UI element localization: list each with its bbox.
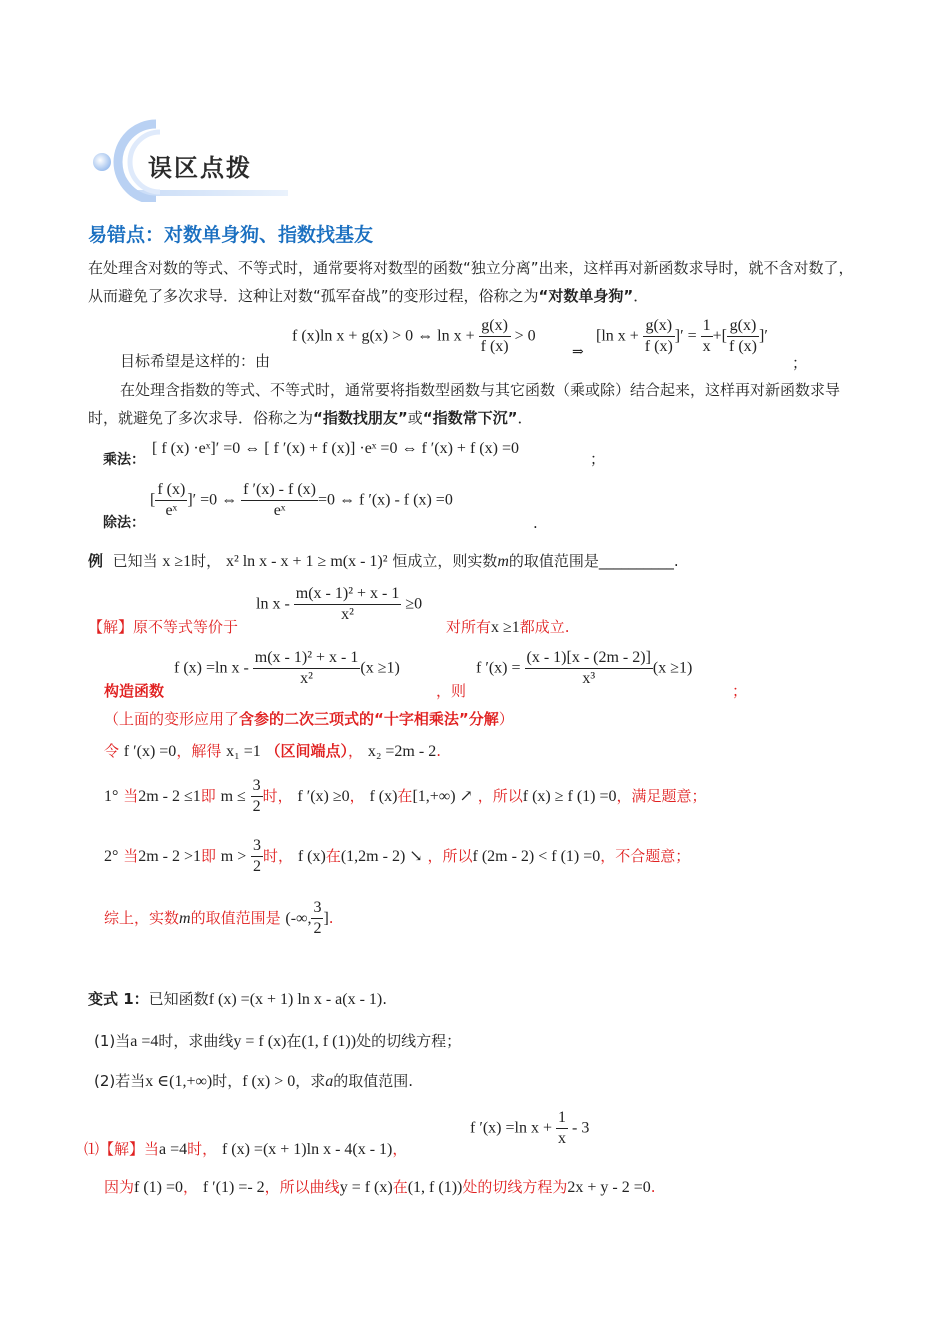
concl-frac-den: 2 (313, 920, 322, 937)
ans1-line (84, 1138, 407, 1161)
sol-label: 【解】原不等式等价于 (88, 618, 239, 636)
sol-frac-num: m(x - 1)² + x - 1 (294, 584, 402, 605)
ans2-t1: 因为 (104, 1178, 135, 1196)
case1-m: m ≤ (220, 788, 246, 805)
ans1-frac-num: 1 (556, 1108, 568, 1129)
sol-frac-den: x² (341, 606, 354, 623)
case1-c2: f ′(x) ≥0 (297, 788, 350, 805)
paragraph-log-end: ． (633, 287, 649, 305)
ans2-c3: y = f (x) (339, 1179, 393, 1196)
target-frac1-num: g(x) (479, 316, 511, 337)
example-end: . (673, 552, 679, 570)
construct-cond2: (x ≥1) (652, 659, 693, 677)
concl-end: . (328, 909, 334, 927)
example-blank: __________ (598, 552, 674, 570)
paragraph-log-bold: “对数单身狗” (538, 287, 634, 305)
construct-cond: (x ≥1) (360, 659, 400, 677)
construct-then: ，则 (436, 682, 467, 700)
div-frac2 (241, 480, 318, 521)
ans1-deriv (470, 1108, 589, 1149)
concl-pre: (-∞, (285, 910, 312, 927)
case2-line (104, 836, 690, 877)
case2-c1: 2m - 2 >1 (138, 848, 201, 865)
construct-frac2-den: x³ (582, 670, 596, 687)
ans2-c4: (1, f (1)) (407, 1179, 463, 1196)
construct-frac1-den: x² (300, 670, 313, 687)
paragraph-exp-or: 或 (407, 409, 423, 427)
case1-c5: f (x) ≥ f (1) =0 (522, 788, 617, 805)
let-t4: ， (348, 742, 364, 760)
ans2-c2: f ′(1) =- 2 (202, 1179, 265, 1196)
div-bracket: [ (150, 491, 156, 509)
case2-t6: ，所以 (427, 847, 473, 865)
ans1-frac-den: x (557, 1130, 566, 1147)
var1-c1: f (x) =(x + 1) ln x - a(x - 1) (208, 991, 383, 1008)
target-f2b: ]′ = (674, 327, 697, 345)
var1-label: 变式 1： (88, 990, 149, 1008)
target-plus: +[ (712, 327, 727, 345)
ans2-end: . (650, 1178, 656, 1196)
q1-c3: (1, f (1)) (301, 1033, 357, 1050)
note-pre: （上面的变形应用了 (104, 710, 240, 728)
sol-lnx: ln x - (256, 595, 290, 613)
ans1-c2: f (x) =(x + 1)ln x - 4(x - 1) (221, 1141, 393, 1158)
case1-t2: 即 (200, 787, 216, 805)
sol-t2: 对所有 (446, 618, 492, 636)
target-formula2 (596, 316, 768, 357)
case1-t7: ，满足题意； (616, 787, 707, 805)
construct-frac1 (253, 648, 361, 689)
div-dot: . (533, 514, 538, 532)
case2-frac (251, 836, 263, 877)
paragraph-exp-text: 在处理含指数的等式、不等式时，通常要将指数型函数与其它函数（乘或除）结合起来，这样再对新函数求导时，就避免了多次求导．俗称之为 (88, 381, 841, 427)
div-frac1-num: f (x) (155, 480, 187, 501)
case1-line (104, 776, 707, 817)
let-t3: （区间端点） (265, 742, 349, 760)
case2-t3: 时， (263, 847, 294, 865)
target-frac4 (727, 316, 759, 357)
q1-c2: y = f (x) (233, 1033, 287, 1050)
case1-frac-num: 3 (251, 776, 263, 797)
case2-c5: f (2m - 2) < f (1) =0 (472, 848, 601, 865)
case1-frac (251, 776, 263, 817)
note-bold: 含参的二次三项式的“十字相乘法”分解 (239, 710, 499, 728)
let-t2: ，解得 (176, 742, 222, 760)
sol-ge0: ≥0 (405, 595, 423, 613)
case1-c3: f (x) (369, 788, 398, 805)
example-c2: x² ln x - x + 1 ≥ m(x - 1)² (225, 553, 388, 570)
ans1-c3: f ′(x) =ln x + (470, 1119, 552, 1137)
concl-post: ] (323, 910, 329, 927)
ans2-t2: ， (183, 1178, 199, 1196)
q1-c1: a =4 (130, 1033, 159, 1050)
target-frac3-den: x (702, 338, 711, 355)
target-frac3-num: 1 (701, 316, 713, 337)
q2-t2: 时， (212, 1072, 243, 1090)
let-t1: 令 (104, 742, 120, 760)
div-label: 除法： (103, 515, 145, 531)
ans2-t3: ，所以曲线 (264, 1178, 340, 1196)
q1-line (94, 1030, 461, 1053)
ans1-label: ⑴【解】当 (84, 1140, 160, 1158)
q2-line (94, 1070, 413, 1093)
q1-t3: 在 (286, 1032, 302, 1050)
case2-t2: 即 (201, 847, 217, 865)
let-c2: x₁ =1 (226, 743, 261, 760)
example-c1: x ≥1 (162, 553, 192, 570)
target-gt0: > 0 (514, 327, 536, 345)
case2-m: m > (220, 848, 247, 865)
ans1-c1: a =4 (159, 1141, 188, 1158)
ans1-t1: 时， (187, 1140, 218, 1158)
var1-line (88, 988, 387, 1011)
concl-t2: 的取值范围是 (190, 909, 281, 927)
div-end: =0 ⇔ f ′(x) - f (x) =0 (317, 491, 453, 509)
target-frac1 (479, 316, 511, 357)
construct-frac2-num: (x - 1)[x - (2m - 2)] (525, 648, 653, 669)
construct-fa: f (x) =ln x - (174, 659, 249, 677)
case2-c3: f (x) (297, 848, 326, 865)
case2-num: 2° (104, 848, 119, 865)
q1-num: (1) (94, 1032, 116, 1050)
target-frac1-den: f (x) (480, 338, 509, 355)
let-end: . (436, 742, 441, 760)
target-semi: ； (792, 354, 808, 372)
q2-c1: x ∈(1,+∞) (145, 1073, 213, 1090)
div-formula (150, 480, 453, 521)
ans1-t2: ， (392, 1140, 408, 1158)
paragraph-log-text: 在处理含对数的等式、不等式时，通常要将对数型的函数“独立分离”出来，这样再对新函数求导时，就不含对数了，从而避免了多次求导．这种让对数“孤军奋战”的变形过程，俗称之为 (88, 259, 854, 305)
note-post: ） (498, 710, 514, 728)
concl-line (104, 898, 334, 939)
let-c3: x₂ =2m - 2 (367, 743, 437, 760)
mult-label: 乘法： (103, 452, 145, 468)
case1-t1: 当 (123, 787, 139, 805)
section-heading: 易错点：对数单身狗、指数找基友 (88, 224, 374, 246)
q2-num: (2) (94, 1072, 116, 1090)
target-frac4-den: f (x) (729, 338, 757, 355)
target-f2c: ]′ (758, 327, 768, 345)
concl-t1: 综上，实数 (104, 909, 180, 927)
q2-a: a (325, 1073, 334, 1090)
sol-tail (446, 616, 570, 639)
ans2-t5: 处的切线方程为 (462, 1178, 568, 1196)
q2-c2: f (x) > 0 (242, 1073, 296, 1090)
var1-end: . (382, 990, 388, 1008)
construct-frac2 (525, 648, 653, 689)
q1-t2: 时，求曲线 (158, 1032, 234, 1050)
case1-c1: 2m - 2 ≤1 (138, 788, 201, 805)
case1-c4: [1,+∞) ↗ (412, 788, 473, 805)
sol-c: x ≥1 (491, 619, 520, 636)
case2-t5: 在 (325, 847, 341, 865)
target-frac3 (701, 316, 713, 357)
target-f2a: [ln x + (596, 327, 639, 345)
case1-t5: 在 (397, 787, 413, 805)
target-frac2-num: g(x) (643, 316, 675, 337)
paragraph-log (88, 254, 868, 310)
case1-t6: ，所以 (477, 787, 523, 805)
ans2-line (104, 1176, 656, 1199)
note-line (104, 708, 514, 730)
target-frac2-den: f (x) (644, 338, 673, 355)
q1-t1: 当 (115, 1032, 131, 1050)
example-label: 例 (88, 552, 104, 570)
case1-num: 1° (104, 788, 119, 805)
let-c1: f ′(x) =0 (123, 743, 177, 760)
case2-c4: (1,2m - 2) ↘ (340, 848, 423, 865)
banner-title: 误区点拨 (148, 154, 252, 182)
example-t3: 恒成立，则实数 (392, 552, 498, 570)
sol-t3: 都成立. (519, 618, 570, 636)
mult-semi: ； (590, 450, 606, 468)
construct-frac1-num: m(x - 1)² + x - 1 (253, 648, 361, 669)
div-frac2-num: f ′(x) - f (x) (241, 480, 318, 501)
sol-formula (256, 584, 422, 625)
case1-frac-den: 2 (252, 798, 261, 815)
paragraph-exp-bold1: “指数找朋友” (313, 409, 408, 427)
banner (90, 118, 300, 202)
construct-formula (174, 648, 400, 689)
mult-formula: [ f (x) ·eˣ]′ =0 ⇔ [ f ′(x) + f (x)] ·eˣ =0 ⇔ f ′(x) + f (x) =0 (152, 440, 519, 457)
target-frac4-num: g(x) (727, 316, 759, 337)
ans1-frac (556, 1108, 568, 1149)
case2-t1: 当 (123, 847, 139, 865)
ans2-c1: f (1) =0 (134, 1179, 184, 1196)
case2-t7: ，不合题意； (600, 847, 691, 865)
q2-t1: 若当 (115, 1072, 146, 1090)
q1-t4: 处的切线方程； (356, 1032, 462, 1050)
sol-frac (294, 584, 402, 625)
case2-frac-num: 3 (251, 836, 263, 857)
construct-label: 构造函数 (104, 682, 165, 700)
div-mid: ]′ =0 ⇔ (187, 491, 238, 509)
q2-t4: 的取值范围. (333, 1072, 414, 1090)
paragraph-exp-end: ． (517, 409, 533, 427)
case1-t4: ， (349, 787, 365, 805)
target-formula (292, 316, 536, 357)
var1-t1: 已知函数 (148, 990, 209, 1008)
paragraph-exp (88, 376, 868, 432)
let-line (104, 740, 441, 763)
concl-m: m (179, 910, 191, 927)
example-t1: 已知当 (112, 552, 158, 570)
target-f1: f (x)ln x + g(x) > 0 ⇔ ln x + (292, 327, 475, 345)
case1-t3: 时， (262, 787, 293, 805)
example-m: m (497, 553, 509, 570)
ans2-c5: 2x + y - 2 =0 (567, 1179, 651, 1196)
div-frac1-den: eˣ (165, 502, 178, 519)
target-label: 目标希望是这样的：由 (120, 352, 271, 370)
construct-fb: f ′(x) = (476, 659, 521, 677)
case2-frac-den: 2 (253, 858, 262, 875)
target-frac2 (643, 316, 675, 357)
paragraph-exp-bold2: “指数常下沉” (422, 409, 518, 427)
div-frac2-den: eˣ (273, 502, 286, 519)
example-t4: 的取值范围是 (508, 552, 599, 570)
construct-formula2 (476, 648, 692, 689)
example-line (88, 550, 679, 573)
construct-semi: ； (732, 682, 748, 700)
example-t2: 时， (191, 552, 222, 570)
ans1-c4: - 3 (571, 1119, 590, 1137)
q2-t3: ，求 (295, 1072, 326, 1090)
div-frac1 (155, 480, 187, 521)
ans2-t4: 在 (392, 1178, 408, 1196)
concl-frac-num: 3 (311, 898, 323, 919)
target-arrow: ⇒ (572, 345, 584, 360)
concl-frac (311, 898, 323, 939)
